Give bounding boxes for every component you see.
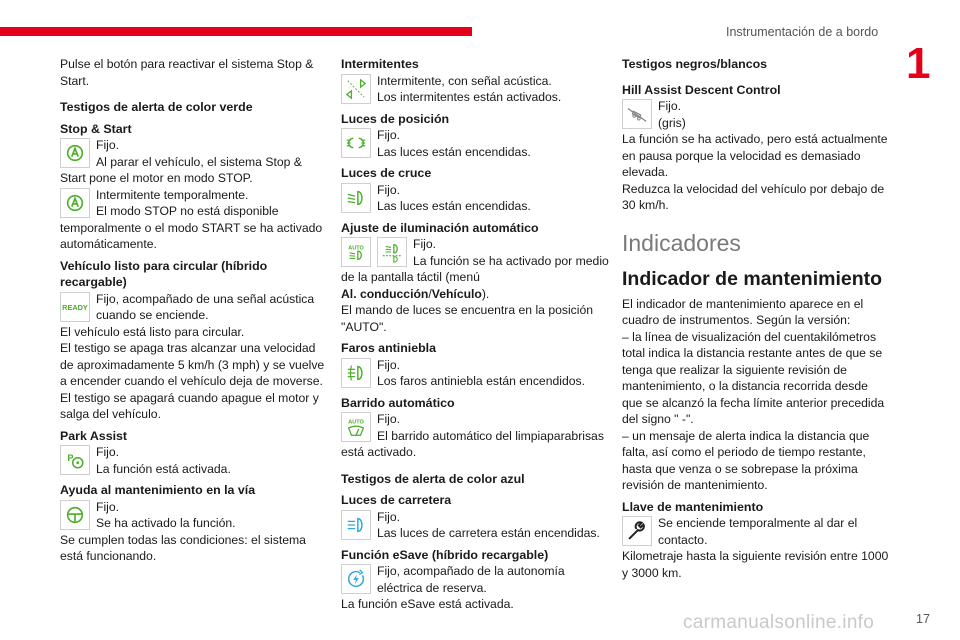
svg-text:P: P (67, 452, 74, 463)
key-title: Llave de mantenimiento (622, 499, 764, 514)
auto-title: Ajuste de iluminación automático (341, 220, 539, 235)
section-bw-title: Testigos negros/blancos (622, 57, 768, 71)
stop-start-a-icon (60, 188, 90, 218)
pos-item (341, 127, 609, 160)
blink-line: Intermitente, con señal acústica. (377, 73, 552, 88)
auto-line-2 (341, 286, 609, 303)
ready-icon (60, 292, 90, 322)
pos-line: Fijo. (377, 128, 401, 142)
high-title: Luces de carretera (341, 493, 452, 507)
park-item (60, 444, 328, 477)
pos-title: Luces de posición (341, 111, 450, 126)
blink-title: Intermitentes (341, 57, 419, 71)
stopstart-title: Stop & Start (60, 121, 132, 136)
position-lights-icon (341, 128, 371, 158)
maintenance-heading: Indicador de mantenimiento (622, 267, 883, 290)
auto-line: Fijo. (413, 237, 437, 251)
high-line: Las luces de carretera están encendidas. (377, 526, 600, 540)
maint-line: – la línea de visualización del cuentakilómetros total indica la distancia restante antes de que se tenga que realizar la siguiente revisión de mantenimiento, o la distancia recorrida desde que se alcanzó la fecha límite anterior precedida del signo " -". (622, 329, 885, 426)
header-title: Instrumentación de a bordo (726, 25, 879, 39)
ready-item (60, 291, 328, 324)
maint-line: – un mensaje de alerta indica la distancia que falta, así como el periodo de tiempo restante, hasta que venza o se sobrepase la próxima revisión de mantenimiento. (622, 428, 870, 492)
blink-line: Los intermitentes están activados. (377, 90, 562, 104)
lane-line: Fijo. (96, 499, 120, 514)
esave-line: Fijo, acompañado de la autonomía eléctrica de reserva. (377, 564, 565, 595)
stopstart-line: Al parar el vehículo, el sistema Stop & Start pone el motor en modo STOP. (60, 154, 302, 185)
fog-title: Faros antiniebla (341, 341, 437, 355)
wrench-icon (622, 516, 652, 546)
ready-line: Fijo, acompañado de una señal acústica cuando se enciende. (96, 291, 315, 322)
park-line: Fijo. (96, 445, 120, 459)
ready-line: El testigo se apagará cuando apague el motor y salga del vehículo. (60, 390, 319, 421)
stopstart-item-2 (60, 187, 328, 253)
hill-descent-icon (622, 99, 652, 129)
section-blue-title: Testigos de alerta de color azul (341, 471, 525, 486)
indicadores-heading: Indicadores (622, 229, 741, 256)
hill-line: Fijo. (658, 99, 682, 113)
auto-wiper-icon (341, 412, 371, 442)
stopstart-line: Intermitente temporalmente. (96, 187, 249, 202)
hill-item (622, 98, 890, 131)
page-number: 17 (916, 612, 930, 626)
header-red-bar (0, 27, 472, 36)
auto-item (341, 236, 609, 286)
park-title: Park Assist (60, 428, 128, 443)
low-title: Luces de cruce (341, 166, 432, 180)
hill-line: Reduzca la velocidad del vehículo por debajo de 30 km/h. (622, 181, 885, 212)
chapter-number: 1 (906, 39, 931, 88)
low-line: Fijo. (377, 182, 401, 197)
hill-line: La función se ha activado, pero está actualmente en pausa porque la velocidad es demasiado elevada. (622, 132, 888, 179)
svg-text:READY: READY (62, 302, 88, 312)
stopstart-line: Fijo. (96, 138, 120, 152)
lane-title: Ayuda al mantenimiento en la vía (60, 483, 256, 497)
auto-slash: / (428, 286, 432, 301)
turn-signal-icon (341, 74, 371, 104)
esave-icon (341, 564, 371, 594)
section-green-title: Testigos de alerta de color verde (60, 100, 253, 114)
wipe-line: Fijo. (377, 412, 401, 426)
ready-line: El testigo se apaga tras alcanzar una velocidad de aproximadamente 5 km/h (3 mph) y se vuelve a encender cuando el vehículo deja de moverse. (60, 341, 325, 388)
key-line: Kilometraje hasta la siguiente revisión entre 1000 y 3000 km. (622, 549, 889, 580)
menu-al-conduccion: Al. conducción (341, 286, 429, 301)
wipe-line: El barrido automático del limpiaparabrisas está activado. (341, 428, 604, 459)
auto-text: La función se ha activado por medio de la pantalla táctil (menú (341, 253, 609, 284)
fog-item (341, 357, 609, 390)
ready-title: Vehículo listo para circular (híbrido recargable) (60, 258, 268, 289)
lane-keeping-icon (60, 500, 90, 530)
auto-line: El mando de luces se encuentra en la posición "AUTO". (341, 303, 594, 334)
fog-lights-icon (341, 358, 371, 388)
park-line: La función está activada. (96, 461, 231, 476)
park-assist-icon (60, 445, 90, 475)
fog-line: Los faros antiniebla están encendidos. (377, 374, 586, 388)
auto-close: ). (481, 286, 490, 301)
key-line: Se enciende temporalmente al dar el contacto. (658, 516, 858, 547)
lane-item (60, 499, 328, 532)
stopstart-line: El modo STOP no está disponible temporalmente o el modo START se ha activado automáticamente. (60, 204, 323, 251)
column-1 (60, 56, 328, 565)
intro-text: Pulse el botón para reactivar el sistema Stop & Start. (60, 57, 314, 88)
maint-line: El indicador de mantenimiento aparece en el cuadro de instrumentos. Según la versión: (622, 296, 864, 327)
esave-item (341, 563, 609, 596)
esave-title: Función eSave (híbrido recargable) (341, 547, 549, 562)
fog-line: Fijo. (377, 357, 401, 372)
low-line: Las luces están encendidas. (377, 199, 531, 213)
low-beam-flash-icon (377, 237, 407, 267)
high-beam-icon (341, 510, 371, 540)
hill-line: (gris) (658, 115, 686, 130)
wipe-title: Barrido automático (341, 395, 455, 410)
low-item (341, 182, 609, 215)
lane-line: Se cumplen todas las condiciones: el sistema está funcionando. (60, 532, 306, 563)
svg-text:AUTO: AUTO (348, 419, 364, 426)
pos-line: Las luces están encendidas. (377, 144, 531, 159)
ready-line: El vehículo está listo para circular. (60, 324, 245, 339)
hill-title: Hill Assist Descent Control (622, 82, 781, 97)
menu-vehiculo: Vehículo (431, 286, 482, 301)
svg-text:AUTO: AUTO (348, 245, 364, 252)
stopstart-item-1 (60, 137, 328, 187)
blink-item (341, 73, 609, 106)
esave-line: La función eSave está activada. (341, 597, 514, 611)
column-3 (622, 56, 890, 581)
low-beam-icon (341, 183, 371, 213)
watermark: carmanualsonline.info (683, 612, 875, 633)
column-2 (341, 56, 609, 613)
lane-line: Se ha activado la función. (96, 516, 236, 530)
high-line: Fijo. (377, 509, 401, 524)
high-item (341, 509, 609, 542)
wipe-item (341, 411, 609, 461)
auto-lights-icon (341, 237, 371, 267)
key-item (622, 515, 890, 548)
stop-start-a-icon (60, 138, 90, 168)
